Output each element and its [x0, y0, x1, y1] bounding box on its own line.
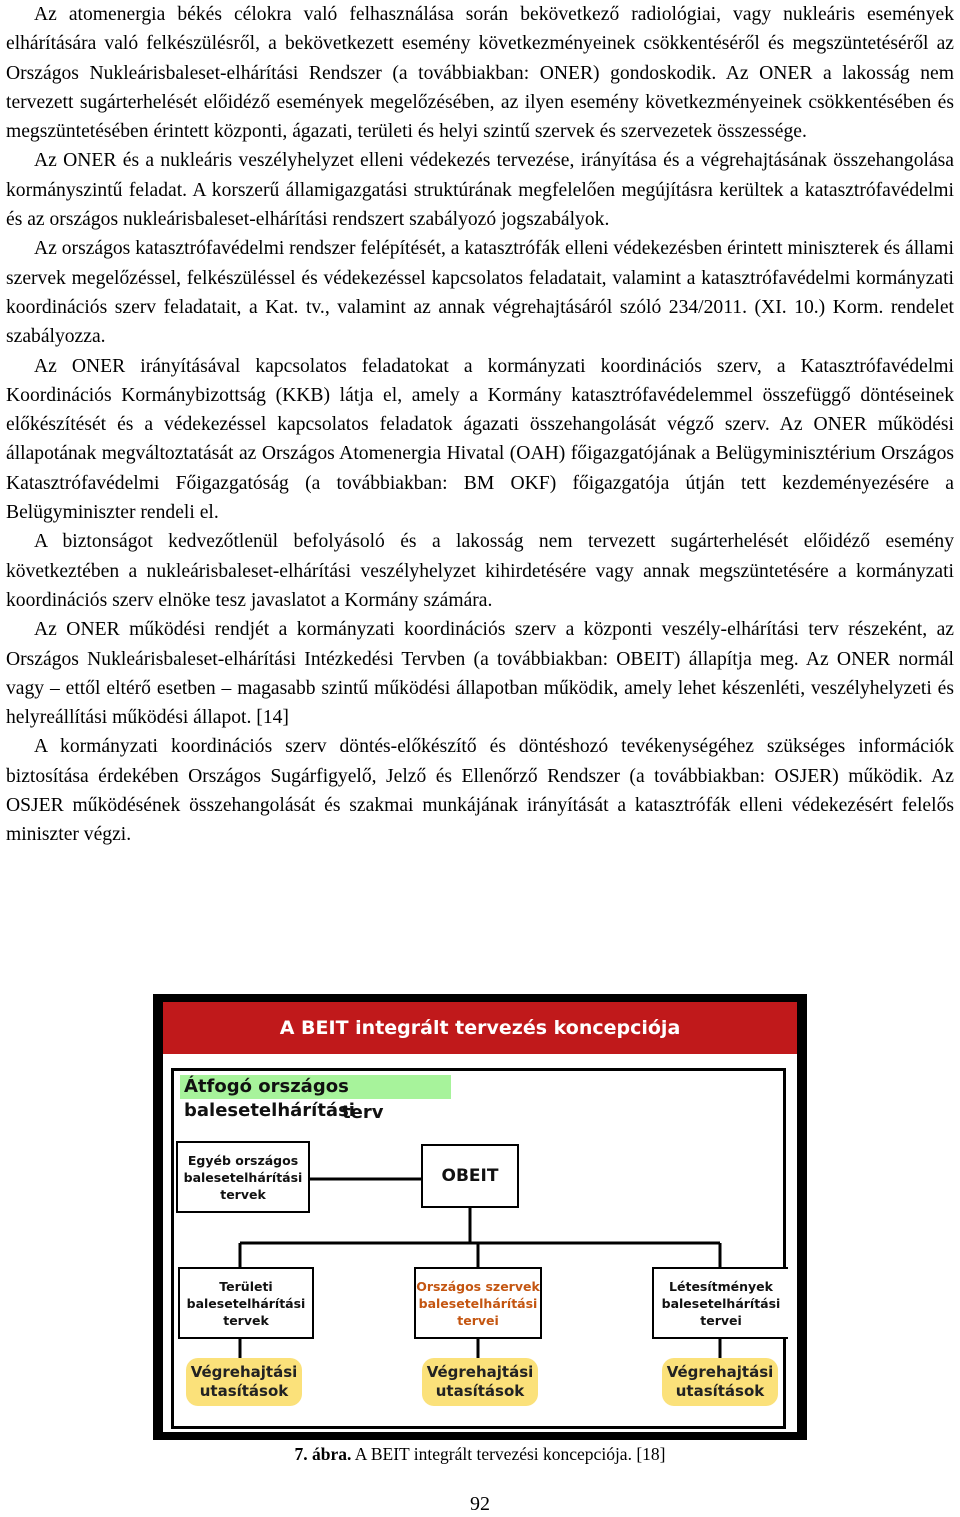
action-instructions-1: Végrehajtási utasítások	[186, 1358, 302, 1406]
figure-canvas	[163, 1002, 797, 1432]
paragraph-2: Az ONER és a nukleáris veszélyhelyzet elleni védekezés tervezése, irányítása és a végrehajtásának összehangolása kormányszintű feladat. A korszerű államigazgatási struktúrának megfelelően megújításra kerültek a katasztrófavédelmi és az országos nukleárisbaleset-elhárítási rendszert szabályozó jogszabályok.	[6, 150, 954, 231]
action-instructions-3: Végrehajtási utasítások	[662, 1358, 778, 1406]
figure-caption-label: 7. ábra.	[294, 1444, 352, 1464]
territorial-plans-box: Területi balesetelhárítási tervek	[178, 1267, 314, 1339]
obeit-box: OBEIT	[421, 1144, 519, 1208]
paragraph-1: Az atomenergia békés célokra való felhasználása során bekövetkező radiológiai, vagy nukleáris események elhárítására való felkészülésről, a bekövetkezett esemény következményeinek csökkentéséről és megszüntetéséről az Országos Nukleárisbaleset-elhárítási Rendszer (a továbbiakban: ONER) gondoskodik. Az ONER a lakosság nem tervezett sugárterhelését előidéző események megelőzésében, az ilyen esemény következményeinek csökkentésében és megszüntetésében érintett központi, ágazati, területi és helyi szintű szervek és szervezetek összessége.	[6, 4, 954, 143]
page-number: 92	[470, 1493, 490, 1515]
national-plan-frame	[171, 1068, 786, 1429]
paragraph-4: Az ONER irányításával kapcsolatos feladatokat a kormányzati koordinációs szerv, a Katasztrófavédelmi Koordinációs Kormánybizottság (KKB) látja el, amely a Kormány katasztrófavédelemmel összefüggő döntéseinek előkészítését és a védekezéssel kapcsolatos feladatok ágazati összehangolását végző szerv. Az ONER működési állapotának megváltoztatását az Országos Atomenergia Hivatal (OAH) főigazgatójának a Belügyminisztérium Országos Katasztrófavédelmi Főigazgatóság (a továbbiakban: BM OKF) főigazgatója útján tett kezdeményezésére a Belügyminiszter rendeli el.	[6, 355, 954, 524]
national-plan-label: Átfogó országos balesetelhárítási	[180, 1075, 451, 1099]
paragraph-7: A kormányzati koordinációs szerv döntés-előkészítő és döntéshozó tevékenységéhez szükséges információk biztosítása érdekében Országos Sugárfigyelő, Jelző és Ellenőrző Rendszer (a továbbiakban: OSJER) működik. Az OSJER működésének összehangolását és szakmai munkájának irányítását a katasztrófák elleni védekezésért felelős miniszter végzi.	[6, 736, 954, 846]
national-plan-label-2: terv	[342, 1102, 384, 1123]
figure-caption	[0, 1444, 960, 1465]
figure-title: A BEIT integrált tervezés koncepciója	[163, 1002, 797, 1054]
figure-caption-text: A BEIT integrált tervezési koncepciója. [18]	[351, 1444, 666, 1464]
facility-plans-box: Létesítmények balesetelhárítási tervei	[652, 1267, 788, 1339]
paragraph-3: Az országos katasztrófavédelmi rendszer felépítését, a katasztrófák elleni védekezésben érintett miniszterek és állami szervek megelőzéssel, felkészüléssel és védekezéssel kapcsolatos feladatait, valamint a katasztrófavédelmi kormányzati koordinációs szerv feladatait, a Kat. tv., valamint az annak végrehajtásáról szóló 234/2011. (XI. 10.) Korm. rendelet szabályozza.	[6, 238, 954, 348]
national-bodies-plans-box: Országos szervek balesetelhárítási tervei	[414, 1267, 542, 1339]
paragraph-5: A biztonságot kedvezőtlenül befolyásoló és a lakosság nem tervezett sugárterhelését előidéző esemény következtében a nukleárisbaleset-elhárítási veszélyhelyzet kihirdetésére vagy annak megszüntetésére a kormányzati koordinációs szerv elnöke tesz javaslatot a Kormány számára.	[6, 531, 954, 611]
figure-beit-concept	[153, 994, 807, 1440]
other-plans-box: Egyéb országos balesetelhárítási tervek	[176, 1141, 310, 1213]
document-body	[6, 0, 954, 850]
action-instructions-2: Végrehajtási utasítások	[422, 1358, 538, 1406]
paragraph-6: Az ONER működési rendjét a kormányzati koordinációs szerv a központi veszély-elhárítási terv részeként, az Országos Nukleárisbaleset-elhárítási Intézkedési Tervben (a továbbiakban: OBEIT) állapítja meg. Az ONER normál vagy – ettől eltérő esetben – magasabb szintű működési állapotban működik, amely lehet készenléti, veszélyhelyzeti és helyreállítási működési állapot. [14]	[6, 619, 954, 729]
